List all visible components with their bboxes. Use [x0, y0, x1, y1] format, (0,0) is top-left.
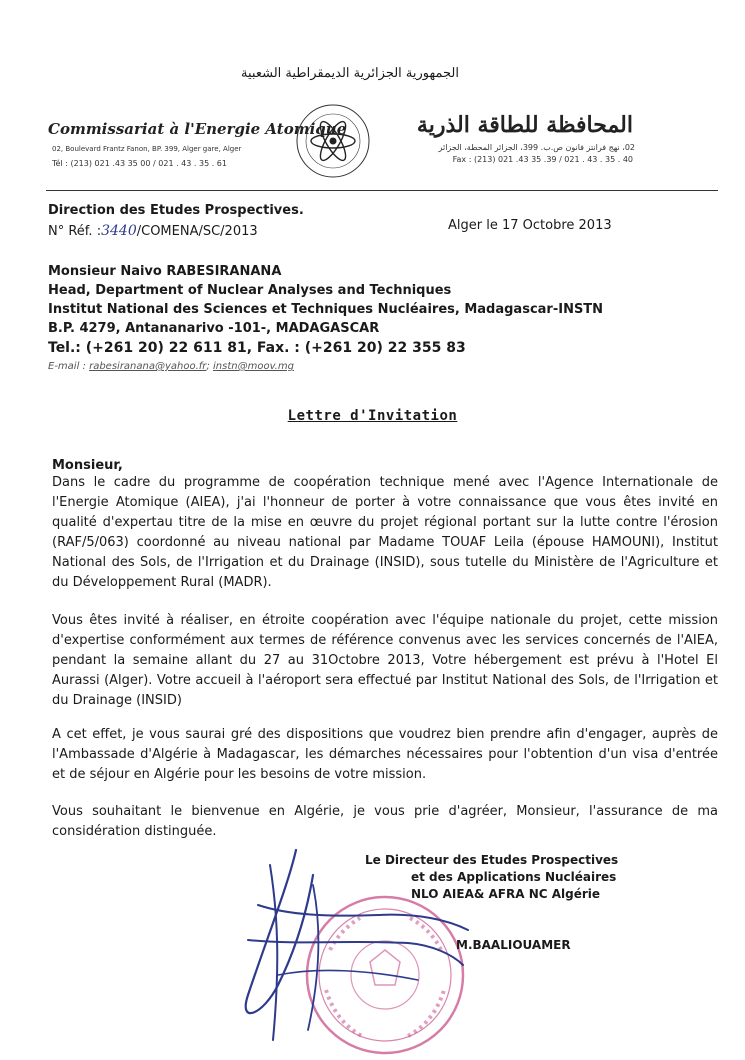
letter-title: Lettre d'Invitation — [287, 408, 458, 424]
header-divider — [46, 190, 718, 191]
salutation: Monsieur, — [52, 458, 123, 473]
arabic-address: 02، نهج فرانتز فانون ص.ب. 399، الجزائر المحطة، الجزائر — [438, 143, 635, 152]
body-paragraph: A cet effet, je vous saurai gré des dispositions que voudrez bien prendre afin d'engager, auprès de l'Ambassade d'Algérie à Madagascar, les démarches nécessaires pour l'obtention d'un visa d'entrée et de séjour en Algérie pour les besoins de votre mission. — [52, 727, 718, 782]
reference-suffix: /COMENA/SC/2013 — [136, 224, 258, 239]
arabic-republic-heading: الجمهورية الجزائرية الديمقراطية الشعبية — [241, 66, 459, 81]
recipient-institute: Institut National des Sciences et Techniques Nucléaires, Madagascar-INSTN — [48, 302, 604, 317]
signature-block — [365, 852, 618, 903]
french-phone: Tél : (213) 021 .43 35 00 / 021 . 43 . 35 . 61 — [52, 159, 227, 168]
reference-prefix: N° Réf. : — [48, 224, 102, 239]
signatory-name: M.BAALIOUAMER — [456, 938, 571, 952]
arabic-fax: Fax : (213) 021 .43 35 .39 / 021 . 43 . 35 . 40 — [452, 155, 633, 164]
email-separator: ; — [206, 361, 210, 372]
signatory-title-line-1: Le Directeur des Etudes Prospectives — [365, 853, 619, 867]
body-paragraph: Vous êtes invité à réaliser, en étroite coopération avec l'équipe nationale du projet, cette mission d'expertise conformément aux termes de référence convenus avec les services concernés de l'AIEA, pendant la semaine allant du 27 au 31Octobre 2013, Votre hébergement est prévu à l'Hotel El Aurassi (Alger). Votre accueil à l'aéroport sera effectué par Institut National des Sols, de l'Irrigation et du Drainage (INSID) — [52, 613, 718, 708]
recipient-name: Monsieur Naivo RABESIRANANA — [48, 264, 282, 279]
signatory-title-line-2: et des Applications Nucléaires — [411, 870, 617, 884]
french-org-name: Commissariat à l'Energie Atomique — [48, 120, 347, 138]
recipient-email — [48, 361, 294, 372]
closing-paragraph: Vous souhaitant le bienvenue en Algérie, je vous prie d'agréer, Monsieur, l'assurance de ma considération distinguée. — [52, 804, 718, 839]
email-label: E-mail : — [48, 361, 86, 372]
signatory-title-line-3: NLO AIEA& AFRA NC Algérie — [411, 887, 601, 901]
recipient-postal-address: B.P. 4279, Antananarivo -101-, MADAGASCAR — [48, 321, 380, 336]
recipient-phone-fax: Tel.: (+261 20) 22 611 81, Fax. : (+261 20) 22 355 83 — [48, 340, 466, 356]
email-link-instn[interactable]: instn@moov.mg — [213, 361, 294, 372]
french-address: 02, Boulevard Frantz Fanon, BP. 399, Alger gare, Alger — [52, 145, 242, 153]
recipient-position: Head, Department of Nuclear Analyses and Techniques — [48, 283, 452, 298]
arabic-org-name: المحافظة للطاقة الذرية — [416, 112, 633, 138]
direction-label: Direction des Etudes Prospectives. — [48, 203, 304, 218]
body-paragraph: Dans le cadre du programme de coopération technique mené avec l'Agence Internationale de l'Energie Atomique (AIEA), j'ai l'honneur de porter à votre connaissance que vous êtes invité en qualité d'expertau titre de la mise en œuvre du projet régional portant sur la lutte contre l'érosion (RAF/5/063) coordonné au niveau national par Madame TOUAF Leila (épouse HAMOUNI), Institut National des Sols, de l'Irrigation et du Drainage (INSID), sous tutelle du Ministère de l'Agriculture et du Développement Rural (MADR). — [52, 475, 718, 590]
place-and-date: Alger le 17 Octobre 2013 — [448, 218, 612, 233]
reference-number — [48, 223, 258, 239]
atom-logo-icon — [292, 100, 374, 182]
email-link-yahoo[interactable]: rabesiranana@yahoo.fr — [89, 361, 207, 372]
reference-handwritten-number: 3440 — [101, 223, 137, 239]
